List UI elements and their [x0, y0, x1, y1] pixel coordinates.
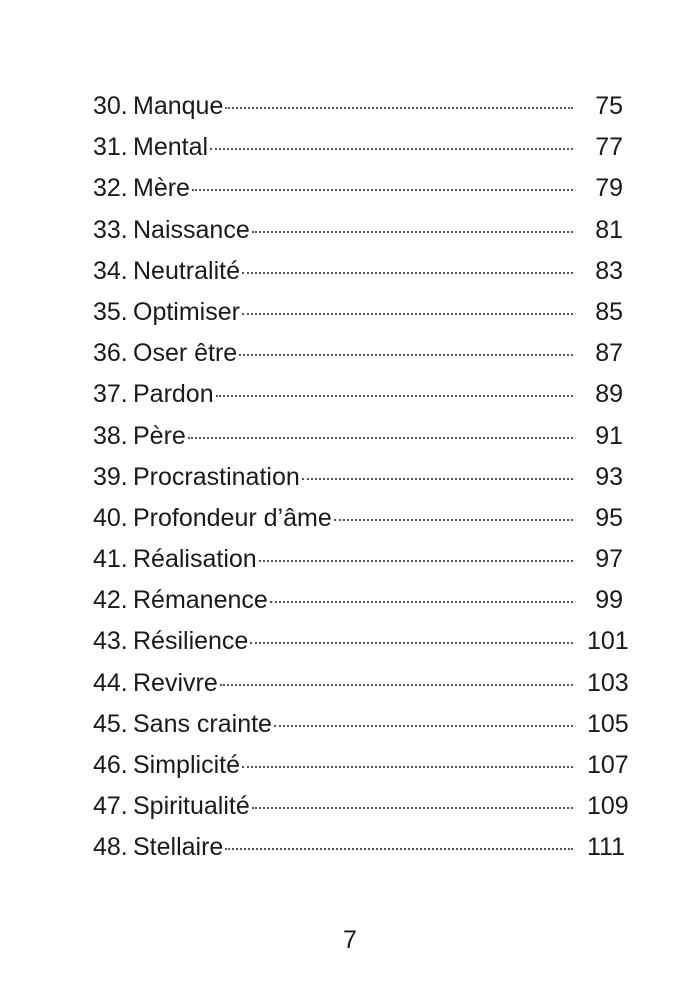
entry-number: 39.: [93, 462, 128, 491]
entry-number: 45.: [93, 709, 128, 738]
entry-title: Réalisation: [133, 545, 257, 574]
entry-page-number: 109: [587, 792, 629, 821]
entry-number: 33.: [93, 215, 128, 244]
dot-leader: [242, 313, 573, 315]
entry-page-number: 103: [587, 668, 629, 697]
toc-entry: [93, 127, 623, 168]
dot-leader: [239, 354, 573, 356]
entry-title: Optimiser: [133, 297, 240, 326]
entry-title: Père: [133, 421, 186, 450]
entry-title: Mère: [133, 174, 190, 203]
entry-title: Sans crainte: [133, 709, 272, 738]
entry-page-number: 93: [595, 462, 623, 491]
entry-number: 35.: [93, 297, 128, 326]
dot-leader: [210, 148, 573, 150]
toc-entry: [93, 621, 629, 662]
toc-entry: [93, 745, 629, 786]
toc-entry: [93, 168, 623, 209]
toc-entry: [93, 786, 629, 827]
entry-number: 46.: [93, 751, 128, 779]
dot-leader: [242, 766, 573, 768]
dot-leader: [252, 231, 573, 233]
dot-leader: [334, 519, 573, 521]
entry-title: Revivre: [133, 668, 218, 697]
entry-number: 40.: [93, 503, 128, 532]
entry-page-number: 99: [595, 586, 623, 615]
dot-leader: [302, 478, 573, 480]
entry-number: 48.: [93, 833, 128, 862]
entry-page-number: 107: [587, 751, 629, 779]
entry-number: 32.: [93, 174, 128, 203]
entry-title: Naissance: [133, 215, 250, 244]
entry-page-number: 81: [595, 215, 623, 244]
entry-number: 37.: [93, 380, 128, 409]
entry-number: 42.: [93, 586, 128, 615]
entry-page-number: 105: [587, 709, 629, 738]
entry-page-number: 111: [587, 833, 626, 862]
dot-leader: [220, 684, 573, 686]
page-number: 7: [343, 926, 357, 954]
entry-number: 34.: [93, 256, 128, 285]
entry-page-number: 85: [595, 297, 623, 326]
toc-entry: [93, 333, 623, 374]
entry-number: 31.: [93, 133, 128, 162]
dot-leader: [242, 272, 573, 274]
entry-page-number: 95: [595, 503, 623, 532]
entry-title: Mental: [133, 133, 209, 162]
entry-title: Stellaire: [133, 833, 224, 862]
toc-entry: [93, 416, 623, 457]
entry-number: 47.: [93, 792, 128, 821]
entry-page-number: 97: [595, 545, 623, 574]
entry-title: Profondeur d’âme: [133, 503, 332, 532]
entry-number: 38.: [93, 421, 128, 450]
toc-entry: [93, 86, 623, 127]
toc-entry: [93, 663, 629, 704]
entry-page-number: 89: [595, 380, 623, 409]
entry-number: 43.: [93, 627, 128, 656]
entry-page-number: 79: [595, 174, 623, 203]
dot-leader: [250, 642, 573, 644]
entry-title: Spiritualité: [133, 792, 250, 821]
entry-number: 30.: [93, 92, 128, 120]
entry-number: 41.: [93, 545, 128, 574]
toc-entry: [93, 374, 623, 415]
entry-title: Pardon: [133, 380, 214, 409]
toc-entry: [93, 292, 623, 333]
toc-entry: [93, 539, 623, 580]
dot-leader: [225, 107, 573, 109]
toc-entry: [93, 210, 623, 251]
toc-entry: [93, 498, 623, 539]
entry-page-number: 87: [595, 339, 623, 368]
entry-title: Manque: [133, 92, 224, 120]
entry-title: Procrastination: [133, 462, 300, 491]
dot-leader: [225, 848, 573, 850]
entry-title: Neutralité: [133, 256, 240, 285]
entry-page-number: 77: [595, 133, 623, 162]
entry-title: Simplicité: [133, 751, 240, 779]
toc-entry: [93, 457, 623, 498]
toc-entry: [93, 580, 623, 621]
dot-leader: [188, 437, 573, 439]
entry-number: 44.: [93, 668, 128, 697]
dot-leader: [274, 725, 573, 727]
toc-entry: [93, 251, 623, 292]
dot-leader: [216, 395, 573, 397]
toc-entry: [93, 827, 626, 868]
dot-leader: [192, 189, 573, 191]
entry-page-number: 75: [595, 92, 623, 120]
table-of-contents: [93, 86, 629, 869]
entry-title: Oser être: [133, 339, 238, 368]
entry-title: Résilience: [133, 627, 249, 656]
entry-page-number: 91: [595, 421, 623, 450]
entry-title: Rémanence: [133, 586, 268, 615]
dot-leader: [270, 601, 573, 603]
dot-leader: [259, 560, 573, 562]
entry-number: 36.: [93, 339, 128, 368]
entry-page-number: 101: [587, 627, 629, 656]
entry-page-number: 83: [595, 256, 623, 285]
dot-leader: [252, 807, 573, 809]
toc-entry: [93, 704, 629, 745]
